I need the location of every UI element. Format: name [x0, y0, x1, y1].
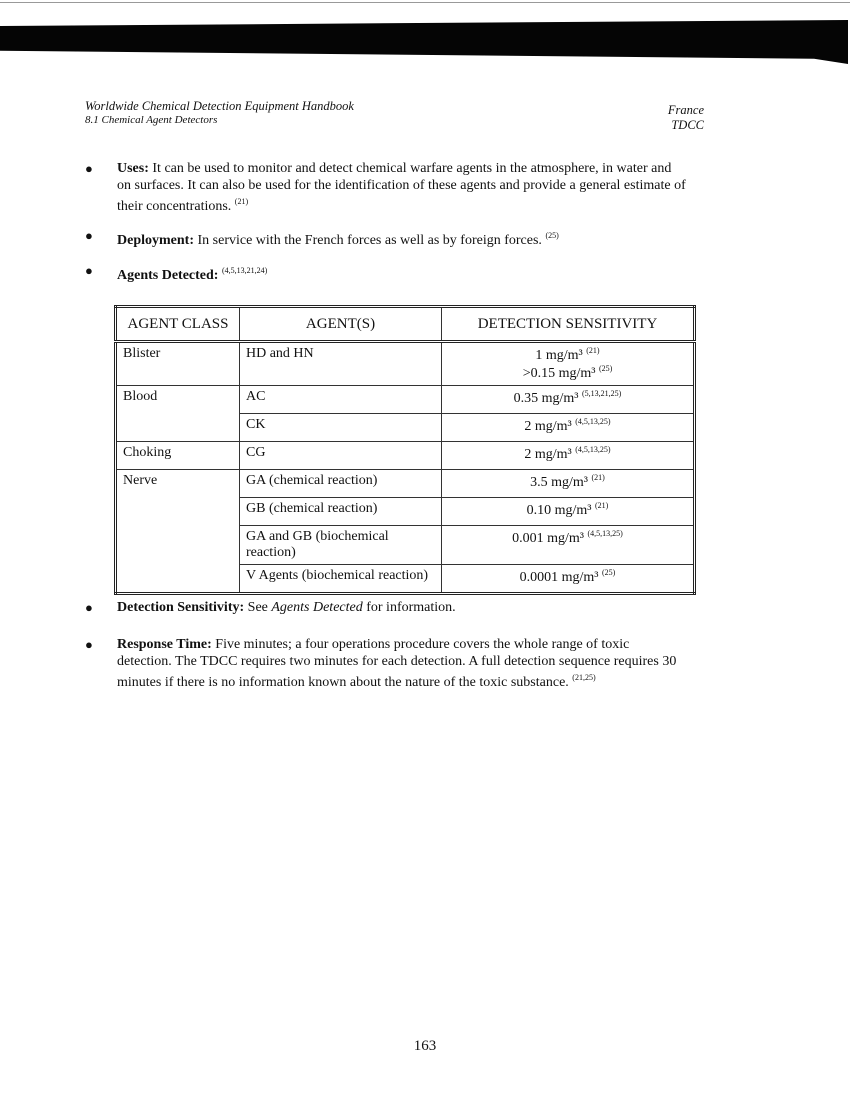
bullet-icon: ●	[85, 161, 93, 176]
reference: (5,13,21,25)	[582, 389, 622, 398]
agent-class-cell: Nerve	[116, 470, 240, 594]
agent-cell: GA and GB (biochemical reaction)	[240, 526, 442, 565]
reference: (21)	[234, 197, 249, 206]
agent-cell: GB (chemical reaction)	[240, 498, 442, 526]
sensitivity-cell	[442, 386, 695, 414]
bullet-label: Deployment:	[117, 233, 194, 248]
reference: (25)	[602, 568, 616, 577]
reference: (25)	[598, 364, 613, 373]
sensitivity-cell	[442, 442, 695, 470]
bullet-icon: ●	[85, 600, 93, 615]
sensitivity-value: 0.10 mg/m³	[526, 503, 592, 518]
table-row	[116, 386, 695, 414]
agent-cell: GA (chemical reaction)	[240, 470, 442, 498]
reference: (21,25)	[572, 673, 596, 682]
device-name: TDCC	[671, 118, 704, 132]
bullet-text: for information.	[366, 600, 456, 615]
sensitivity-cell	[442, 342, 695, 386]
sensitivity-value: >0.15 mg/m³	[522, 366, 596, 381]
reference: (4,5,13,21,24)	[221, 266, 268, 275]
bullet-label: Agents Detected:	[117, 268, 219, 283]
sensitivity-cell	[442, 470, 695, 498]
scan-artifact-line	[0, 2, 850, 5]
sensitivity-value: 2 mg/m³	[524, 447, 572, 462]
header-black-bar	[0, 20, 848, 64]
bullet-label: Response Time:	[117, 637, 212, 652]
agents-table	[114, 305, 696, 595]
reference: (4,5,13,25)	[575, 417, 611, 426]
bullet-label: Uses:	[117, 161, 149, 176]
reference: (21)	[595, 501, 609, 510]
agent-cell: CG	[240, 442, 442, 470]
agent-cell: V Agents (biochemical reaction)	[240, 565, 442, 594]
bullet-text: Five minutes; a four operations procedure covers the whole range of toxic detection. The TDCC requires two minutes for each detection. A full detection sequence requires 30 minutes if there is no information known about the nature of the toxic substance.	[117, 637, 677, 690]
bullet-icon: ●	[85, 637, 93, 652]
running-header-left	[85, 99, 354, 127]
handbook-title: Worldwide Chemical Detection Equipment Handbook	[85, 99, 354, 113]
bullet-icon: ●	[85, 228, 93, 243]
header-agents: AGENT(S)	[240, 307, 442, 342]
table-header-row	[116, 307, 695, 342]
sensitivity-value: 1 mg/m³	[535, 348, 583, 363]
cross-reference: Agents Detected	[271, 600, 363, 615]
reference: (4,5,13,25)	[587, 529, 623, 538]
sensitivity-cell	[442, 498, 695, 526]
header-agent-class: AGENT CLASS	[116, 307, 240, 342]
sensitivity-cell	[442, 526, 695, 565]
bullet-text: In service with the French forces as well as by foreign forces.	[197, 233, 542, 248]
bullet-icon: ●	[85, 263, 93, 278]
sensitivity-value: 0.001 mg/m³	[512, 531, 585, 546]
reference: (21)	[586, 346, 600, 355]
agent-class-cell: Blister	[116, 342, 240, 386]
agent-cell: HD and HN	[240, 342, 442, 386]
bullet-text: It can be used to monitor and detect chemical warfare agents in the atmosphere, in water and on surfaces. It can also be used for the identification of these agents and provide a general estimate of their concentrations.	[117, 161, 686, 214]
table-row	[116, 442, 695, 470]
header-detection-sensitivity: DETECTION SENSITIVITY	[442, 307, 695, 342]
reference: (25)	[545, 231, 559, 240]
running-header-right	[668, 103, 704, 133]
sensitivity-cell	[442, 414, 695, 442]
sensitivity-value: 0.35 mg/m³	[513, 391, 579, 406]
section-title: 8.1 Chemical Agent Detectors	[85, 114, 218, 126]
sensitivity-value: 0.0001 mg/m³	[519, 570, 599, 585]
country: France	[667, 103, 704, 117]
agent-class-cell: Choking	[116, 442, 240, 470]
table-row	[116, 342, 695, 386]
reference: (21)	[591, 473, 605, 482]
bullet-label: Detection Sensitivity:	[117, 600, 245, 615]
reference: (4,5,13,25)	[575, 445, 611, 454]
page-number: 163	[413, 1038, 437, 1054]
agent-cell: AC	[240, 386, 442, 414]
bullet-text: See	[247, 600, 268, 615]
sensitivity-cell	[442, 565, 695, 594]
sensitivity-value: 2 mg/m³	[524, 419, 572, 434]
agent-class-cell: Blood	[116, 386, 240, 442]
sensitivity-value: 3.5 mg/m³	[530, 475, 589, 490]
agent-cell: CK	[240, 414, 442, 442]
table-row	[116, 470, 695, 498]
